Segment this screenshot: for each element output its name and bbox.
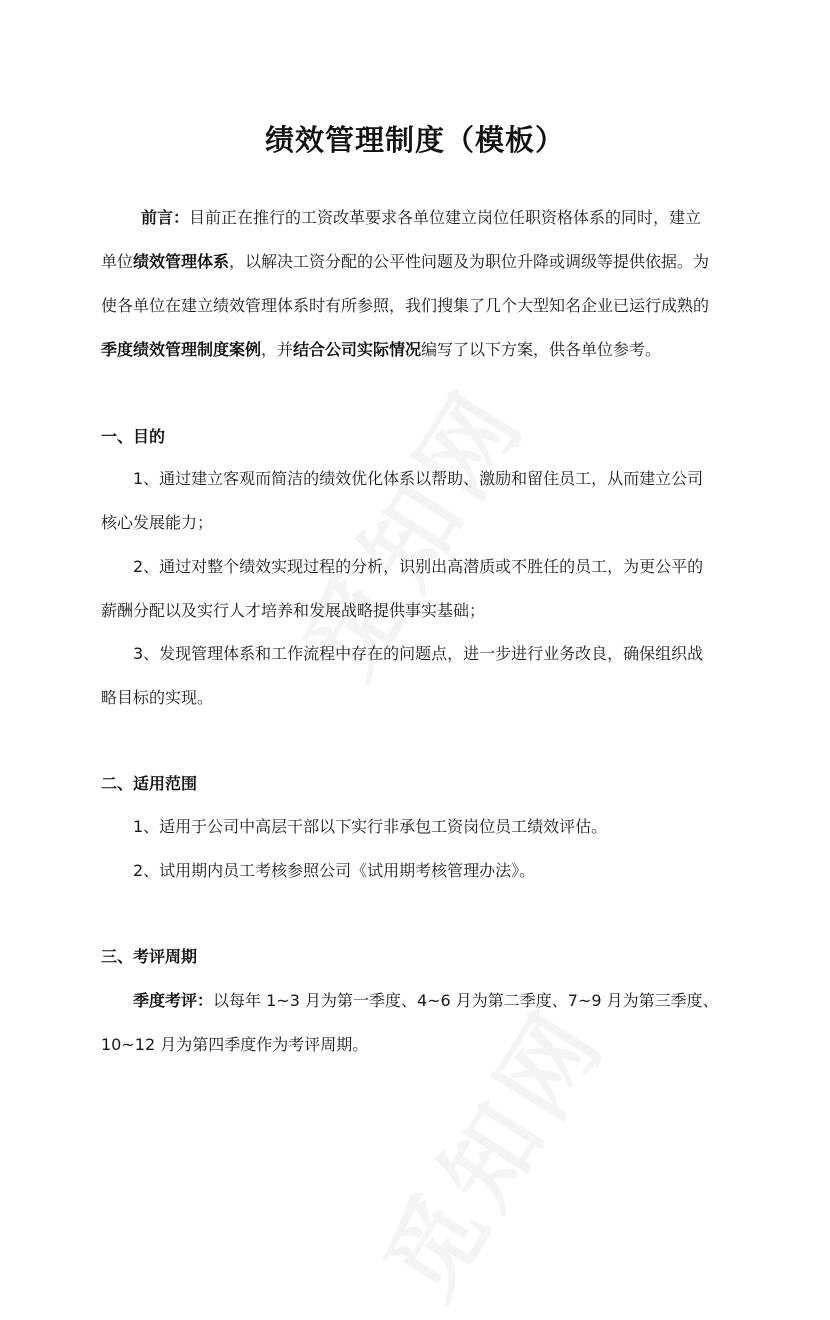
- preface-text: 使各单位在建立绩效管理体系时有所参照，我们搜集了几个大型知名企业已运行成熟的: [101, 296, 710, 315]
- preface-emphasis: 绩效管理体系: [133, 252, 230, 271]
- page-title: 绩效管理制度（模板）: [264, 123, 565, 157]
- cycle-text: 以每年 1~3 月为第一季度、4~6 月为第二季度、7~9 月为第三季度、: [213, 991, 719, 1010]
- cycle-line-2: 10~12 月为第四季度作为考评周期。: [101, 1035, 369, 1054]
- preface-text: ，以解决工资分配的公平性问题及为职位升降或调级等提供依据。为: [229, 252, 710, 271]
- preface-emphasis: 结合公司实际情况: [293, 340, 422, 359]
- purpose-item-2-line-1: 2、通过对整个绩效实现过程的分析，识别出高潜质或不胜任的员工，为更公平的: [133, 557, 704, 576]
- preface-emphasis: 季度绩效管理制度案例: [101, 340, 262, 359]
- preface-label: 前言：: [141, 208, 190, 227]
- preface-line-4: [101, 337, 661, 360]
- preface-text: ，并: [261, 340, 294, 359]
- purpose-item-1-line-2: 核心发展能力；: [101, 513, 214, 532]
- preface-text: 编写了以下方案，供各单位参考。: [421, 340, 662, 359]
- watermark: [347, 977, 632, 1319]
- cycle-label: 季度考评：: [133, 991, 214, 1010]
- section-heading-purpose: 一、目的: [101, 427, 166, 446]
- section-heading-scope: 二、适用范围: [101, 774, 198, 793]
- preface-line-1: [141, 205, 701, 228]
- purpose-item-2-line-2: 薪酬分配以及实行人才培养和发展战略提供事实基础；: [101, 601, 486, 620]
- purpose-item-3-line-1: 3、发现管理体系和工作流程中存在的问题点，进一步进行业务改良，确保组织战: [133, 644, 704, 663]
- scope-item-2: 2、试用期内员工考核参照公司《试用期考核管理办法》。: [133, 861, 536, 880]
- purpose-item-3-line-2: 略目标的实现。: [101, 688, 214, 707]
- preface-text: 单位: [101, 252, 134, 271]
- scope-item-1: 1、适用于公司中高层干部以下实行非承包工资岗位员工绩效评估。: [133, 817, 608, 836]
- section-heading-cycle: 三、考评周期: [101, 947, 198, 966]
- preface-line-2: [101, 249, 709, 272]
- cycle-line-1: [133, 988, 719, 1011]
- purpose-item-1-line-1: 1、通过建立客观而简洁的绩效优化体系以帮助、激励和留住员工，从而建立公司: [133, 469, 704, 488]
- preface-line-3: [101, 293, 709, 316]
- preface-text: 目前正在推行的工资改革要求各单位建立岗位任职资格体系的同时，建立: [189, 208, 702, 227]
